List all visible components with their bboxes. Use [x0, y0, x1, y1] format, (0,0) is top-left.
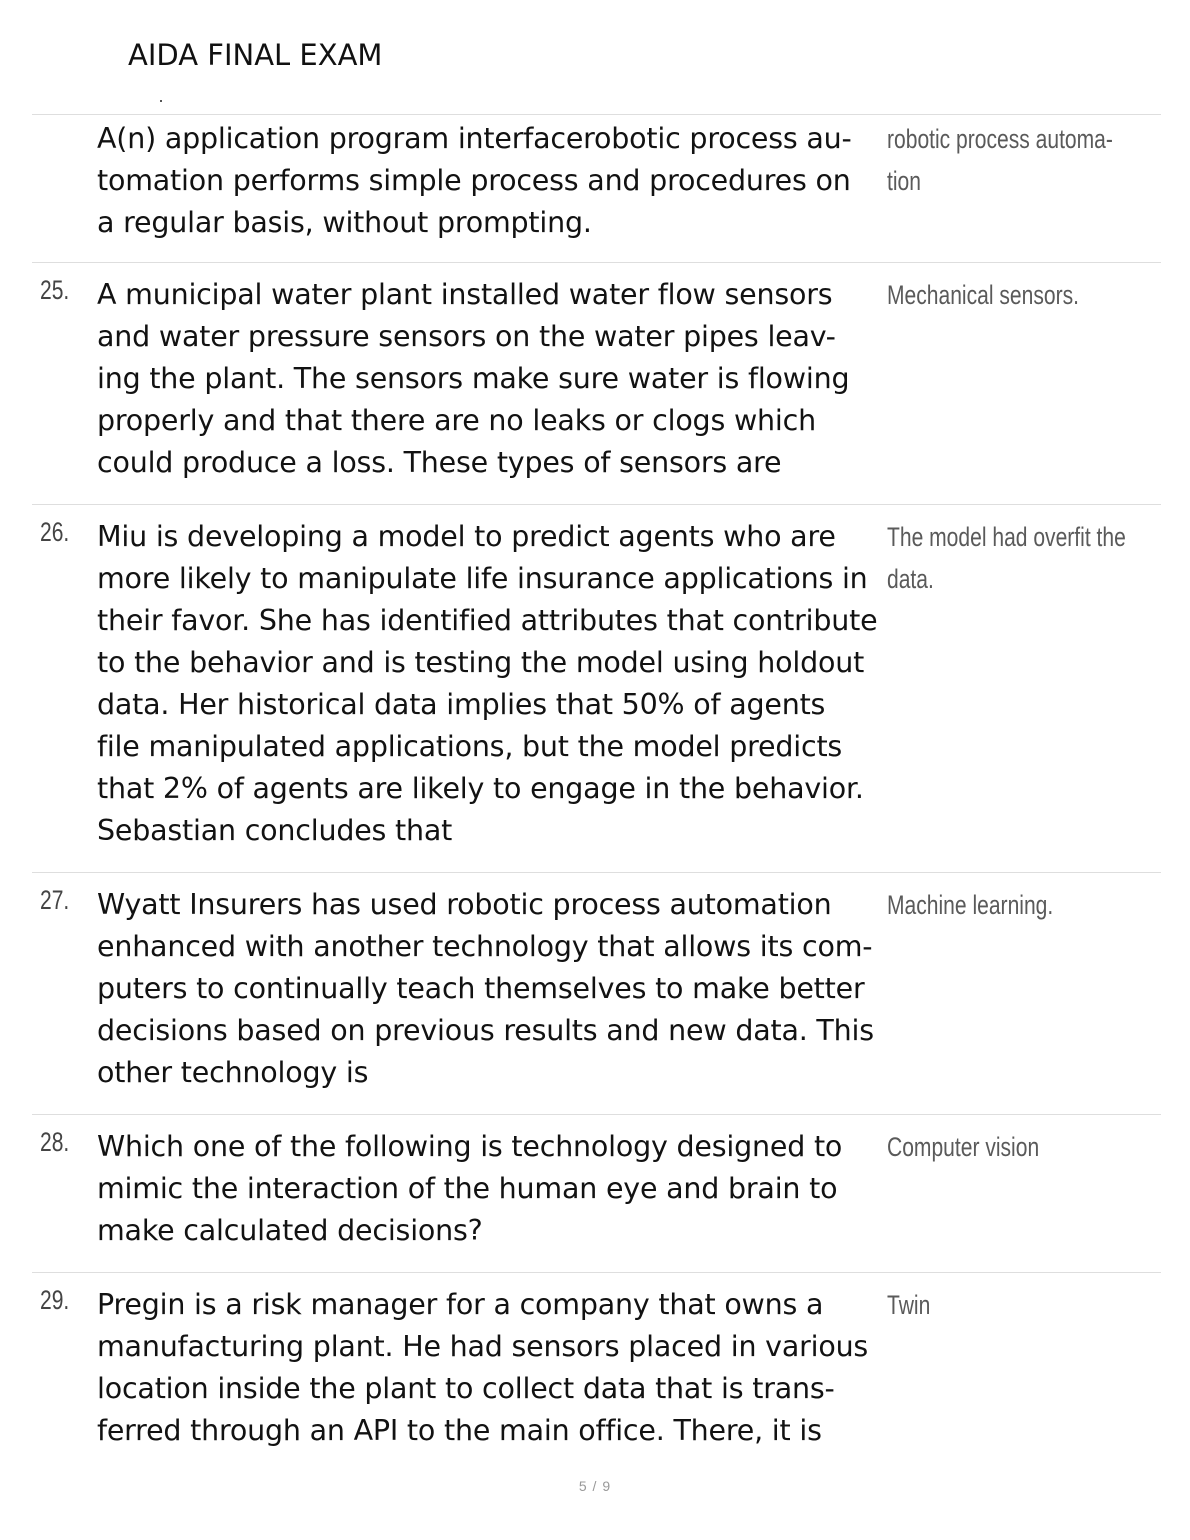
question-number: 29. — [40, 1285, 70, 1315]
answer-text: Mechanical sensors. — [887, 280, 1079, 310]
divider — [32, 1272, 1161, 1273]
answer-text: The model had overfit the data. — [887, 522, 1126, 594]
question-number: 27. — [40, 885, 70, 915]
question-text: A(n) application program interfacerobotic process au- tomation performs simple process and procedures on a regular basis, without prompting. — [97, 122, 852, 239]
answer-text: robotic process automa- tion — [887, 124, 1113, 196]
answer-text: Twin — [887, 1290, 931, 1320]
divider — [32, 504, 1161, 505]
question-text: Which one of the following is technology designed to mimic the interaction of the human eye and brain to make calculated decisions? — [97, 1130, 843, 1247]
question-number: 25. — [40, 275, 70, 305]
document-title: AIDA FINAL EXAM — [128, 38, 383, 72]
question-text: Pregin is a risk manager for a company that owns a manufacturing plant. He had sensors placed in various location inside the plant to collect data that is trans- ferred through an API to the main office. There, it is — [97, 1288, 869, 1447]
divider — [32, 872, 1161, 873]
answer-text: Computer vision — [887, 1132, 1040, 1162]
question-text: A municipal water plant installed water flow sensors and water pressure sensors on the water pipes leav- ing the plant. The sensors make sure water is flowing properly and that there are no leaks or clogs which could produce a loss. These types of sensors are — [97, 278, 850, 479]
question-text: Miu is developing a model to predict agents who are more likely to manipulate life insurance applications in their favor. She has identified attributes that contribute to the behavior and is testing the model using holdout data. Her historical data implies that 50% of agents file manipulated applications, but the model predicts that 2% of agents are likely to engage in the behavior. Sebastian concludes that — [97, 520, 878, 847]
divider — [32, 262, 1161, 263]
divider — [32, 1114, 1161, 1115]
stray-dot — [160, 100, 162, 102]
divider — [32, 114, 1161, 115]
page-number: 5 / 9 — [578, 1478, 612, 1494]
answer-text: Machine learning. — [887, 890, 1054, 920]
question-text: Wyatt Insurers has used robotic process automation enhanced with another technology that allows its com- puters to continually teach themselves to make better decisions based on previous results and new data. This other technology is — [97, 888, 874, 1089]
question-number: 26. — [40, 517, 70, 547]
question-number: 28. — [40, 1127, 70, 1157]
